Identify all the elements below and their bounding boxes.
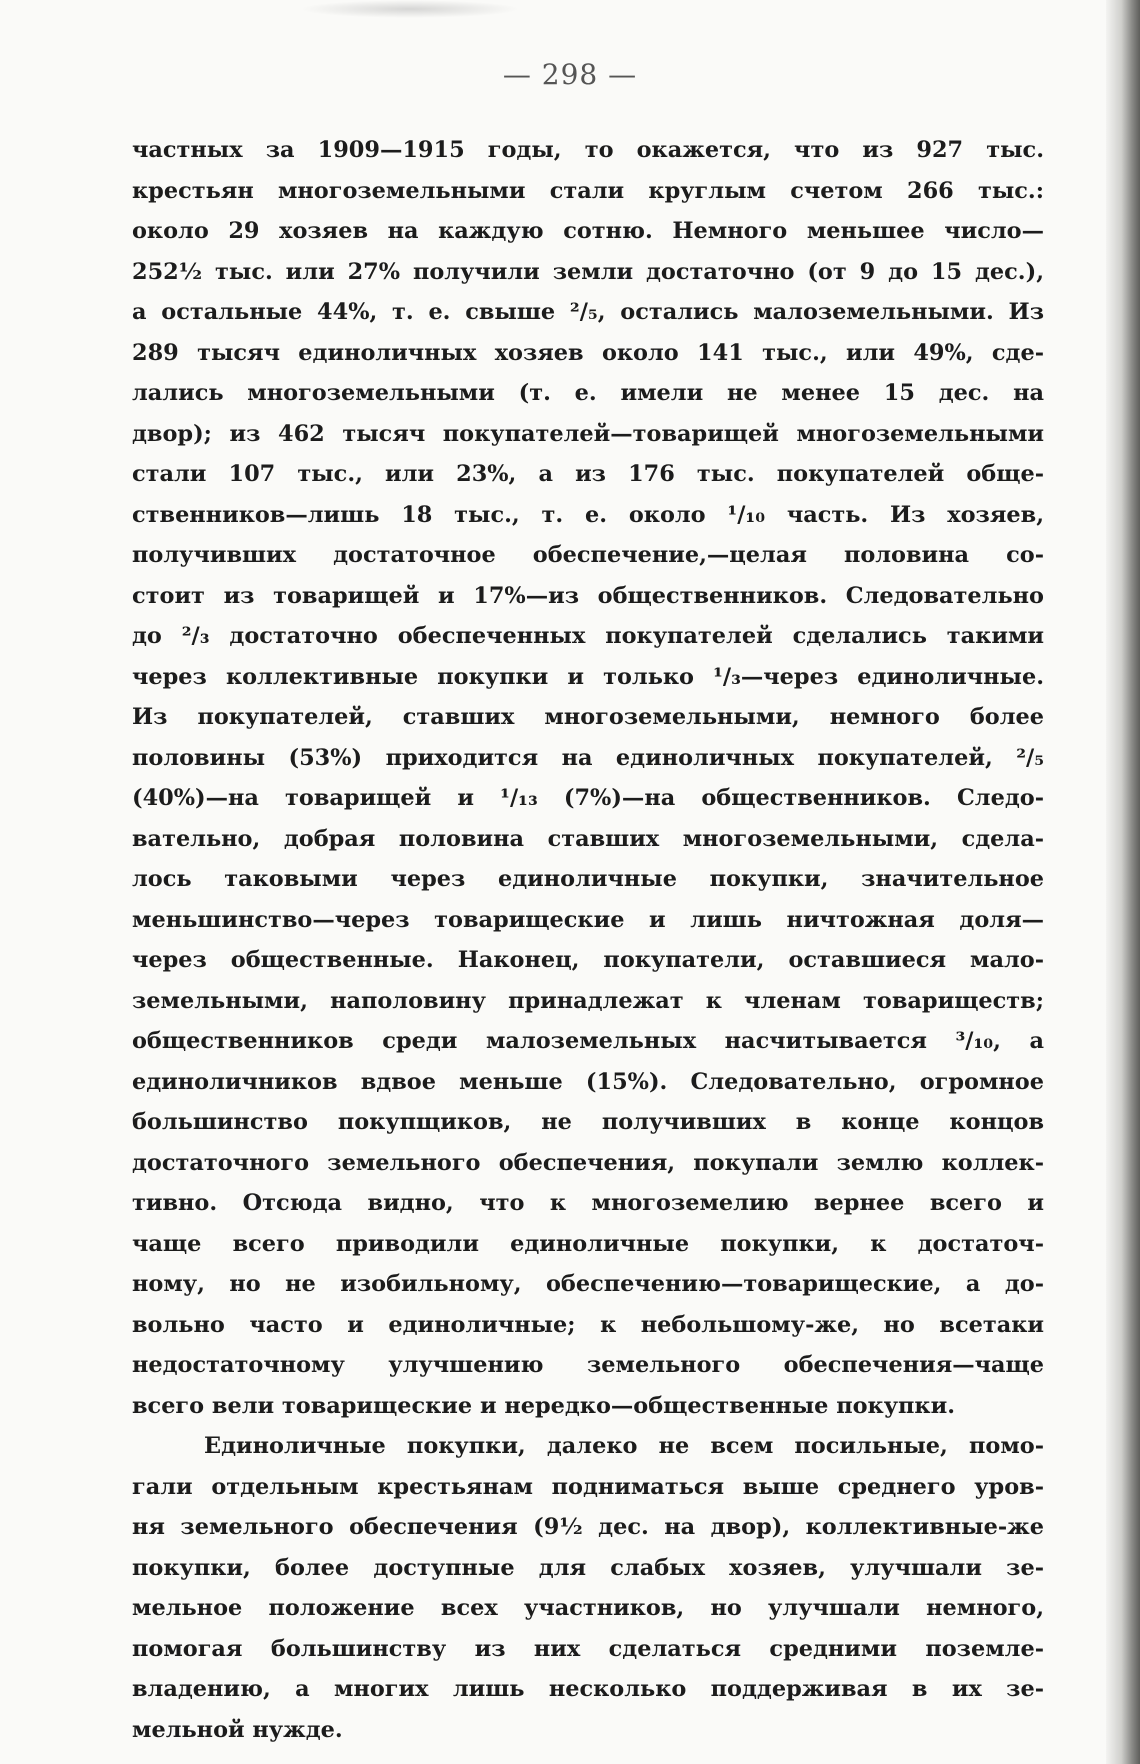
book-spine-shadow (1106, 0, 1140, 1764)
text-line: получивших достаточное обеспечение,—целая половина со- (132, 542, 1044, 568)
text-line: меньшинство—через товарищеские и лишь ничтожная доля— (132, 906, 1044, 933)
text-line: мельной нужде. (132, 1716, 343, 1743)
text-line: лались многоземельными (т. е. имели не менее 15 дес. на (132, 380, 1044, 406)
text-line: единоличников вдвое меньше (15%). Следовательно, огромное (132, 1068, 1044, 1095)
text-line: большинство покупщиков, не получивших в конце концов (132, 1109, 1044, 1135)
text-line: чаще всего приводили единоличные покупки, к достаточ- (132, 1230, 1044, 1257)
text-line: стали 107 тыс., или 23%, а из 176 тыс. покупателей обще- (132, 461, 1044, 487)
text-line: тивно. Отсюда видно, что к многоземелию вернее всего и (132, 1190, 1044, 1216)
text-line: ня земельного обеспечения (9½ дес. на двор), коллективные-же (132, 1514, 1044, 1540)
text-line: гали отдельным крестьянам подниматься выше среднего уров- (132, 1473, 1044, 1500)
text-line: помогая большинству из них сделаться средними поземле- (132, 1635, 1044, 1662)
text-line: лось таковыми через единоличные покупки, значительное (132, 866, 1044, 892)
text-line: вольно часто и единоличные; к небольшому-же, но всетаки (132, 1311, 1044, 1338)
text-line: владению, а многих лишь несколько поддерживая в их зе- (132, 1676, 1044, 1702)
text-line: покупки, более доступные для слабых хозяев, улучшали зе- (132, 1554, 1044, 1581)
text-line: вательно, добрая половина ставших многоземельными, сдела- (132, 825, 1044, 852)
text-line: половины (53%) приходится на единоличных покупателей, ²/₅ (132, 744, 1044, 771)
text-line: Из покупателей, ставших многоземельными, немного более (132, 704, 1044, 730)
text-line: мельное положение всех участников, но улучшали немного, (132, 1595, 1044, 1621)
text-line: общественников среди малоземельных насчитывается ³/₁₀, а (132, 1028, 1044, 1054)
text-line: ному, но не изобильному, обеспечению—товарищеские, а до- (132, 1271, 1044, 1297)
text-line: 289 тысяч единоличных хозяев около 141 тыс., или 49%, сде- (132, 339, 1044, 366)
text-line: 252½ тыс. или 27% получили земли достаточно (от 9 до 15 дес.), (132, 258, 1044, 285)
scan-smudge (300, 0, 520, 18)
text-line: через общественные. Наконец, покупатели, оставшиеся мало- (132, 947, 1044, 973)
text-line: около 29 хозяев на каждую сотню. Немного меньшее число— (132, 218, 1044, 244)
text-line: через коллективные покупки и только ¹/₃—через единоличные. (132, 663, 1044, 690)
text-line: а остальные 44%, т. е. свыше ²/₅, остались малоземельными. Из (132, 299, 1044, 325)
text-line: всего вели товарищеские и нередко—общественные покупки. (132, 1392, 955, 1419)
text-line: стоит из товарищей и 17%—из общественников. Следовательно (132, 582, 1044, 609)
text-line: частных за 1909—1915 годы, то окажется, что из 927 тыс. (132, 137, 1044, 163)
text-line: достаточного земельного обеспечения, покупали землю коллек- (132, 1149, 1044, 1176)
text-line: недостаточному улучшению земельного обеспечения—чаще (132, 1352, 1044, 1378)
text-line: земельными, наполовину принадлежат к членам товариществ; (132, 987, 1044, 1014)
text-line: двор); из 462 тысяч покупателей—товарищей многоземельными (132, 420, 1044, 447)
text-line: крестьян многоземельными стали круглым счетом 266 тыс.: (132, 177, 1044, 204)
page-number: — 298 — (502, 58, 638, 91)
text-line: Единоличные покупки, далеко не всем посильные, помо- (204, 1433, 1044, 1459)
text-line: до ²/₃ достаточно обеспеченных покупателей сделались такими (132, 623, 1044, 649)
text-line: (40%)—на товарищей и ¹/₁₃ (7%)—на общественников. Следо- (132, 785, 1044, 811)
text-line: ственников—лишь 18 тыс., т. е. около ¹/₁₀ часть. Из хозяев, (132, 501, 1044, 528)
body-text (132, 130, 1044, 1750)
